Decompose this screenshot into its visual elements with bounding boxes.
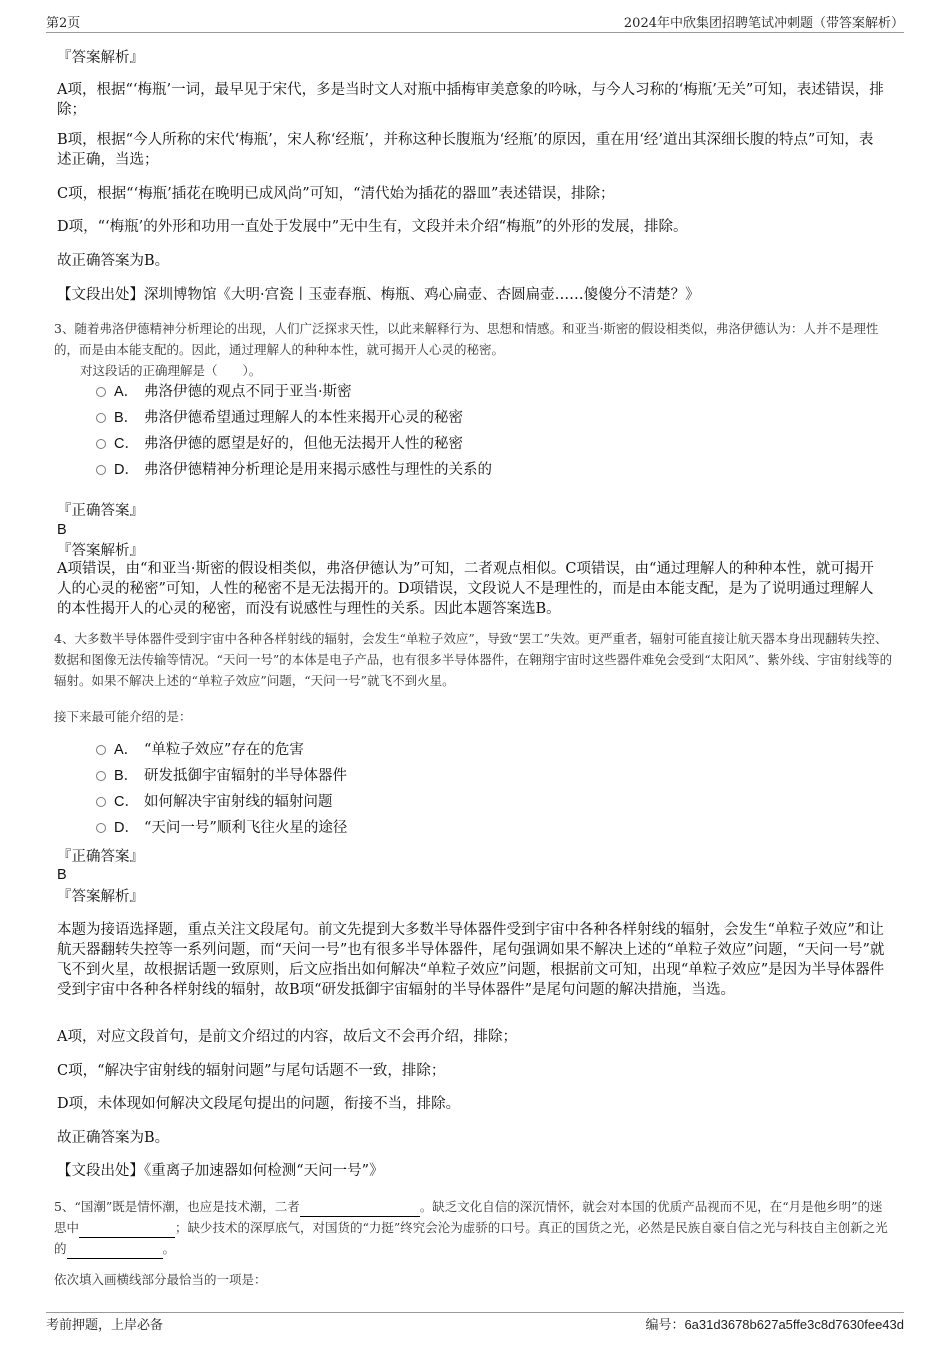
radio-icon[interactable] [96, 387, 106, 397]
fill-blank-3[interactable] [67, 1244, 163, 1259]
q3-analysis-label: 『答案解析』 [57, 543, 144, 559]
document-title: 2024年中欣集团招聘笔试冲刺题（带答案解析） [623, 16, 904, 31]
radio-icon[interactable] [96, 745, 106, 755]
footer-slogan: 考前押题，上岸必备 [46, 1318, 164, 1333]
q2-analysis-d: D项，“‘梅瓶’的外形和功用一直处于发展中”无中生有，文段并未介绍“梅瓶”的外形的发展，排除。 [57, 219, 688, 235]
q4-prompt: 接下来最可能介绍的是： [54, 709, 192, 724]
q3-option-a[interactable]: A． 弗洛伊德的观点不同于亚当·斯密 [96, 382, 352, 402]
q2-analysis-a: A项，根据“‘梅瓶’一词，最早见于宋代，多是当时文人对瓶中插梅审美意象的吟咏，与今人习称的‘梅瓶’无关”可知，表述错误，排除； [57, 82, 884, 118]
radio-icon[interactable] [96, 465, 106, 475]
q2-source: 【文段出处】深圳博物馆《大明·宫瓷丨玉壶春瓶、梅瓶、鸡心扁壶、杏圆扁壶……傻傻分不清楚？》 [57, 287, 700, 303]
q3-option-c[interactable]: C． 弗洛伊德的愿望是好的，但他无法揭开人性的秘密 [96, 434, 463, 454]
q4-analysis-d: D项，未体现如何解决文段尾句提出的问题，衔接不当，排除。 [57, 1096, 461, 1112]
radio-icon[interactable] [96, 413, 106, 423]
fill-blank-1[interactable] [300, 1202, 420, 1217]
q3-option-d[interactable]: D． 弗洛伊德精神分析理论是用来揭示感性与理性的关系的 [96, 460, 492, 480]
q4-answer: B [57, 867, 67, 883]
q3-analysis: A项错误，由“和亚当·斯密的假设相类似，弗洛伊德认为”可知，二者观点相似。C项错误，由“通过理解人的种种本性，就可揭开人的心灵的秘密”可知，人性的秘密不是无法揭开的。D项错误，文段说人不是理性的，而是由本能支配，是为了说明通过理解人的本性揭开人的心灵的秘密，而没有说感性与理性的关系。因此本题答案选B。 [57, 561, 874, 617]
q4-analysis-c: C项，“解决宇宙射线的辐射问题”与尾句话题不一致，排除； [57, 1063, 446, 1079]
radio-icon[interactable] [96, 823, 106, 833]
q4-analysis-a: A项，对应文段首句，是前文介绍过的内容，故后文不会再介绍，排除； [57, 1029, 517, 1045]
q2-analysis-b: B项，根据“今人所称的宋代‘梅瓶’，宋人称‘经瓶’，并称这种长腹瓶为‘经瓶’的原因，重在用‘经’道出其深细长腹的特点”可知，表述正确，当选； [57, 132, 874, 168]
radio-icon[interactable] [96, 771, 106, 781]
q3-stem: 3、随着弗洛伊德精神分析理论的出现，人们广泛探求天性，以此来解释行为、思想和情感。和亚当·斯密的假设相类似，弗洛伊德认为：人并不是理性的，而是由本能支配的。因此，通过理解人的种种本性，就可揭开人心灵的秘密。 对这段话的正确理解是（ ）。 [54, 318, 894, 381]
q4-option-c[interactable]: C． 如何解决宇宙射线的辐射问题 [96, 792, 333, 812]
footer-divider [46, 1312, 904, 1313]
q4-option-a[interactable]: A． “单粒子效应”存在的危害 [96, 740, 304, 760]
q3-answer: B [57, 522, 67, 538]
q3-answer-label: 『正确答案』 [57, 503, 144, 519]
q5-prompt: 依次填入画横线部分最恰当的一项是： [54, 1272, 267, 1287]
fill-blank-2[interactable] [79, 1223, 175, 1238]
q5-stem: 5、“国潮”既是情怀潮，也应是技术潮，二者 。缺乏文化自信的深沉情怀，就会对本国的优质产品视而不见，在“月是他乡明”的迷思中 ；缺少技术的深厚底气，对国货的“力挺”终究会沦为虚骄的口号。真正的国货之光，必然是民族自豪自信之光与科技自主创新之光的 。 [54, 1196, 894, 1259]
q4-option-b[interactable]: B． 研发抵御宇宙辐射的半导体器件 [96, 766, 347, 786]
q4-source: 【文段出处】《重离子加速器如何检测“天问一号”》 [57, 1163, 384, 1179]
page-number: 第2页 [46, 16, 81, 31]
page-header [46, 12, 904, 32]
radio-icon[interactable] [96, 439, 106, 449]
header-divider [46, 32, 904, 33]
q2-analysis-label: 『答案解析』 [57, 50, 144, 66]
q2-analysis-c: C项，根据“‘梅瓶’插花在晚明已成风尚”可知，“清代始为插花的器皿”表述错误，排除； [57, 186, 615, 202]
radio-icon[interactable] [96, 797, 106, 807]
q4-analysis-label: 『答案解析』 [57, 889, 144, 905]
q3-prompt: 对这段话的正确理解是（ ）。 [80, 363, 262, 378]
q4-option-d[interactable]: D． “天问一号”顺利飞往火星的途径 [96, 818, 347, 838]
q2-conclusion: 故正确答案为B。 [57, 253, 170, 269]
q4-answer-label: 『正确答案』 [57, 849, 144, 865]
q4-analysis: 本题为接语选择题，重点关注文段尾句。前文先提到大多数半导体器件受到宇宙中各种各样射线的辐射，会发生“单粒子效应”和让航天器翻转失控等一系列问题，而“天问一号”也有很多半导体器件，尾句强调如果不解决上述的“单粒子效应”问题，“天问一号”就飞不到火星，故根据话题一致原则，后文应指出如何解决“单粒子效应”问题，根据前文可知，出现“单粒子效应”是因为半导体器件受到宇宙中各种各样射线的辐射，故B项“研发抵御宇宙辐射的半导体器件”是尾句问题的解决措施，当选。 [57, 922, 885, 998]
document-code: 编号：6a31d3678b627a5ffe3c8d7630fee43d [645, 1317, 904, 1333]
q4-conclusion: 故正确答案为B。 [57, 1130, 170, 1146]
q3-option-b[interactable]: B． 弗洛伊德希望通过理解人的本性来揭开心灵的秘密 [96, 408, 463, 428]
q4-stem: 4、大多数半导体器件受到宇宙中各种各样射线的辐射，会发生“单粒子效应”，导致“罢工”失效。更严重者，辐射可能直接让航天器本身出现翻转失控、数据和图像无法传输等情况。“天问一号”的本体是电子产品，也有很多半导体器件，在翱翔宇宙时这些器件难免会受到“太阳风”、紫外线、宇宙射线等的辐射。如果不解决上述的“单粒子效应”问题，“天问一号”就飞不到火星。 [54, 631, 893, 688]
